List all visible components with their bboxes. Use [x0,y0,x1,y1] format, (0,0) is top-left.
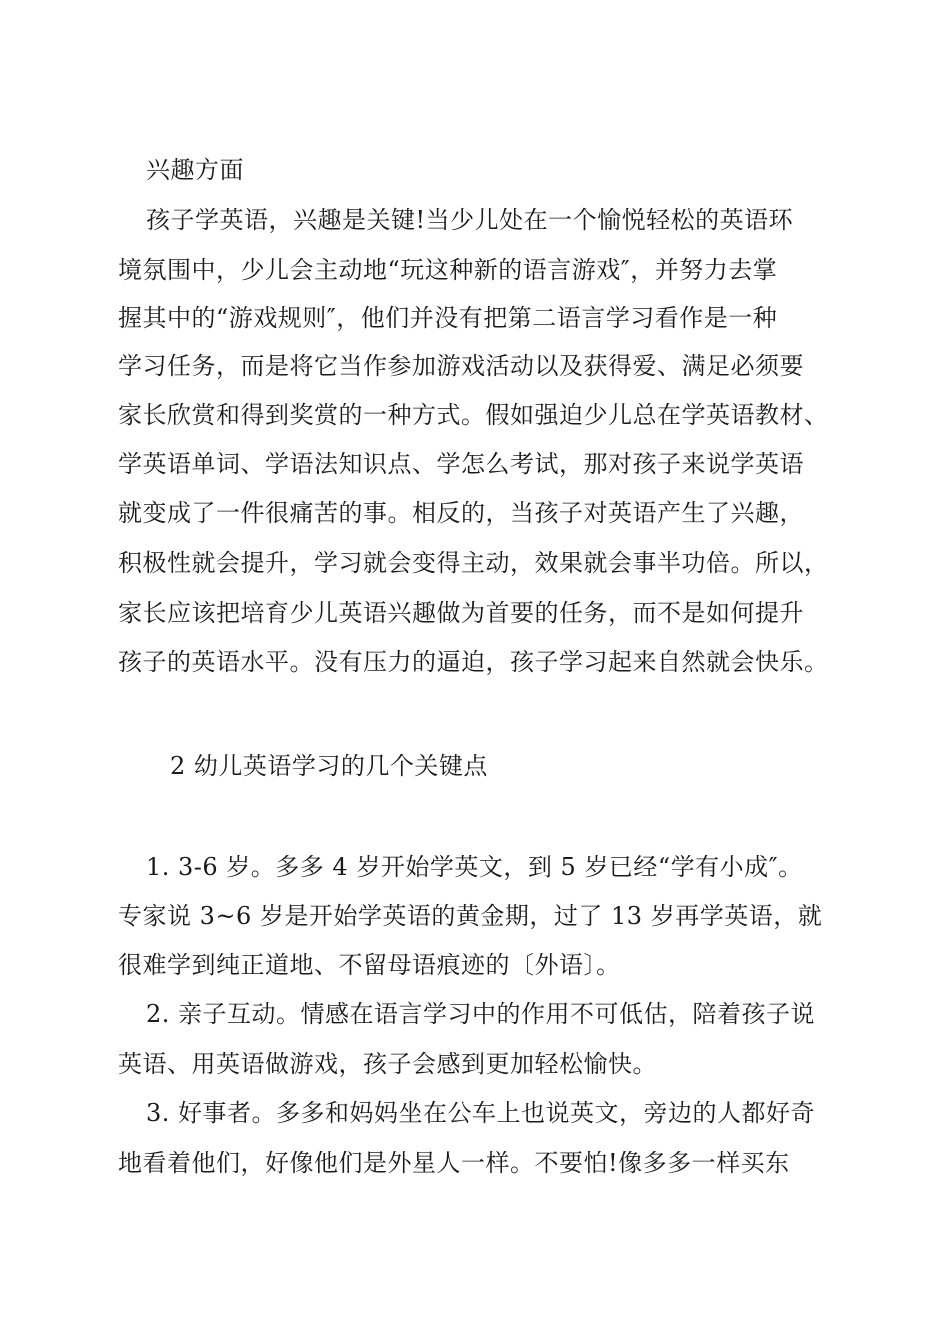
point-line: 2. 亲子互动。情感在语言学习中的作用不可低估，陪着孩子说 [146,1000,816,1028]
paragraph-line: 家长欣赏和得到奖赏的一种方式。假如强迫少儿总在学英语教材、 [118,401,829,429]
paragraph-line: 积极性就会提升，学习就会变得主动，效果就会事半功倍。所以， [118,549,829,577]
point-line: 3. 好事者。多多和妈妈坐在公车上也说英文，旁边的人都好奇 [146,1099,816,1127]
point-line: 很难学到纯正道地、不留母语痕迹的〔外语〕。 [118,951,621,979]
point-line: 1. 3-6 岁。多多 4 岁开始学英文，到 5 岁已经“学有小成″。 [146,853,803,881]
point-line: 地看着他们，好像他们是外星人一样。不要怕!像多多一样买东 [118,1149,790,1177]
paragraph-line: 家长应该把培育少儿英语兴趣做为首要的任务，而不是如何提升 [118,599,804,627]
paragraph-line: 孩子的英语水平。没有压力的逼迫，孩子学习起来自然就会快乐。 [118,648,829,676]
point-line: 英语、用英语做游戏，孩子会感到更加轻松愉快。 [118,1050,657,1078]
paragraph-line: 境氛围中，少儿会主动地“玩这种新的语言游戏″，并努力去掌 [118,256,778,284]
point-line: 专家说 3~6 岁是开始学英语的黄金期，过了 13 岁再学英语，就 [118,902,823,930]
section-title: 2 幼儿英语学习的几个关键点 [170,752,488,780]
heading-interest: 兴趣方面 [146,156,244,184]
paragraph-line: 学习任务，而是将它当作参加游戏活动以及获得爱、满足必须要 [118,352,804,380]
paragraph-line: 学英语单词、学语法知识点、学怎么考试，那对孩子来说学英语 [118,450,804,478]
paragraph-line: 孩子学英语，兴趣是关键!当少儿处在一个愉悦轻松的英语环 [146,206,794,234]
paragraph-line: 握其中的“游戏规则″，他们并没有把第二语言学习看作是一种 [118,304,778,332]
paragraph-line: 就变成了一件很痛苦的事。相反的，当孩子对英语产生了兴趣， [118,499,804,527]
